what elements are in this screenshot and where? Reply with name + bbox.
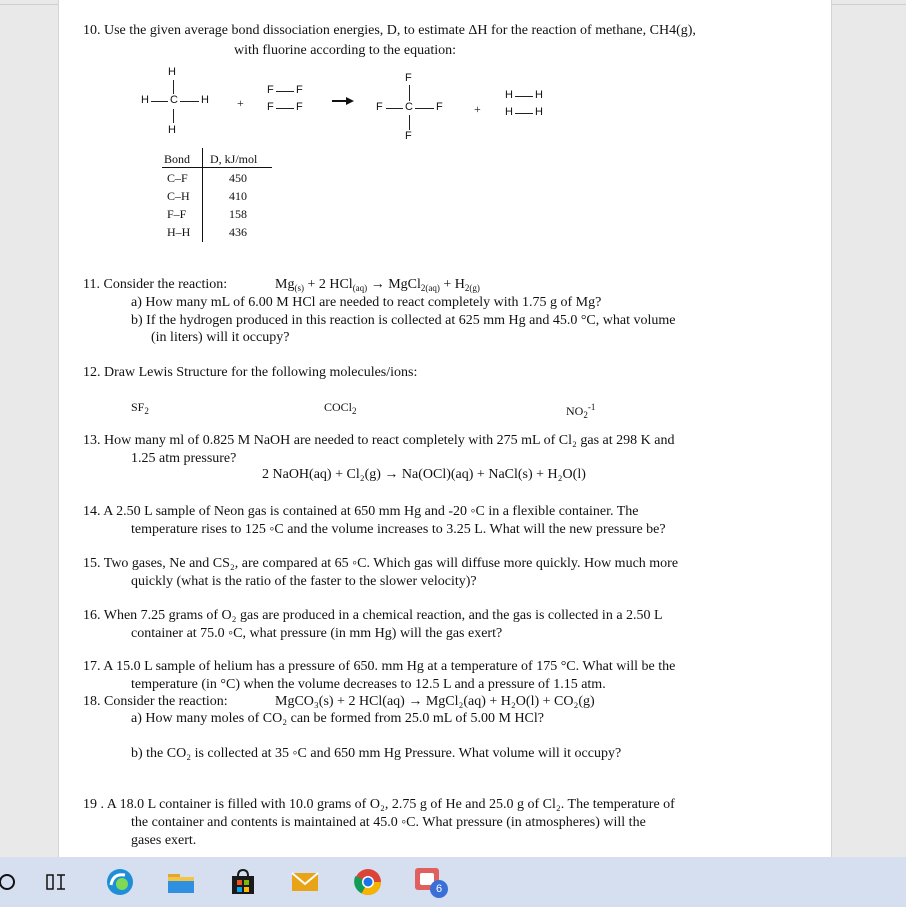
q15-line1: 15. Two gases, Ne and CS₂, are compared at 65 ◦C. Which gas will diffuse more quickly. How much more [83, 556, 679, 571]
notification-badge: 6 [430, 880, 448, 898]
q14-line2: temperature rises to 125 ◦C and the volume increases to 3.25 L. What will the new pressure be? [131, 522, 666, 537]
q16-line2: container at 75.0 ◦C, what pressure (in mm Hg) will the gas exert? [131, 626, 503, 641]
q19-line1: 19 . A 18.0 L container is filled with 10.0 grams of O₂, 2.75 g of He and 25.0 g of Cl₂. The temperature of [83, 797, 675, 812]
q12-cocl2: COCl$_2$ [324, 400, 357, 416]
q12-sf2: $SF_2$ [131, 400, 149, 416]
table-header-bond: Bond [164, 152, 191, 166]
q16-line1: 16. When 7.25 grams of O₂ gas are produced in a chemical reaction, and the gas is collected in a 2.50 L [83, 608, 663, 623]
q13-line1: 13. How many ml of 0.825 M NaOH are needed to react completely with 275 mL of Cl₂ gas at 298 K and [83, 433, 675, 448]
search-circle-icon[interactable] [0, 857, 30, 907]
q13-line2: 1.25 atm pressure? [131, 451, 237, 466]
table-header-d: D, kJ/mol [210, 152, 258, 166]
table-cell-d: 450 [229, 171, 247, 185]
q11-b1: b) If the hydrogen produced in this reaction is collected at 625 mm Hg and 45.0 °C, what volume [131, 313, 676, 328]
table-cell-d: 158 [229, 207, 247, 221]
q17-line2: temperature (in °C) when the volume decreases to 12.5 L and a pressure of 1.15 atm. [131, 677, 606, 692]
plus-sign-2: + [474, 102, 481, 116]
q11-prefix: 11. Consider the reaction: [83, 277, 228, 292]
document-page: 10. Use the given average bond dissociation energies, D, to estimate ΔH for the reaction of methane, CH4(g), with fluorine according to the equation: H H C H H + F F F F F F C F F + H H H H Bond D, kJ/mol C–F 450 C–H 410 F–F 158 H–H 436 11. Consider the reaction: $Mg_{(s)} + 2$ HCl$_{(aq)}$ → MgCl$_{2(aq)}$ + $H_{2(g)}$ a) How many mL of 6.00 M HCl are needed to react completely with 1.75 g of Mg? b) If the hydrogen produced in this reaction is collected at 625 mm Hg and 45.0 °C, what volume (in liters) will it occupy? 12. Draw Lewis Structure for the following molecules/ions: $SF_2$ COCl$_2$ $NO_2^{-1}$ 13. How many ml of 0.825 M NaOH are needed to react completely with 275 mL of Cl₂ gas at 298 K and 1.25 atm pressure? 2 NaOH(aq) + Cl₂(g) → Na(OCl)(aq) + NaCl(s) + H₂O(l) 14. A 2.50 L sample of Neon gas is contained at 650 mm Hg and -20 ◦C in a flexible container. The temperature rises to 125 ◦C and the volume increases to 3.25 L. What will the new pressure be? 15. Two gases, Ne and CS₂, are compared at 65 ◦C. Which gas will diffuse more quickly. How much more quickly (what is the ratio of the faster to the slower velocity)? 16. When 7.25 grams of O₂ gas are produced in a chemical reaction, and the gas is collected in a 2.50 L container at 75.0 ◦C, what pressure (in mm Hg) will the gas exert? 17. A 15.0 L sample of helium has a pressure of 650. mm Hg at a temperature of 175 °C. What will be the temperature (in °C) when the volume decreases to 12.5 L and a pressure of 1.15 atm. 18. Consider the reaction: MgCO₃(s) + 2 HCl(aq) → MgCl₂(aq) + H₂O(l) + CO₂(g) a) How many moles of CO₂ can be formed from 25.0 mL of 5.00 M HCl? b) the CO₂ is collected at 35 ◦C and 650 mm Hg Pressure. What volume will it occupy? 19 . A 18.0 L container is filled with 10.0 grams of O₂, 2.75 g of He and 25.0 g of Cl₂. The temperature of the container and contents is maintained at 45.0 ◦C. What pressure (in atmospheres) will the gases exert. [58, 0, 832, 857]
table-cell-bond: C–F [167, 171, 188, 185]
file-explorer-icon[interactable] [158, 857, 204, 907]
q10-line1: 10. Use the given average bond dissociation energies, D, to estimate ΔH for the reaction of methane, CH4(g), [83, 23, 696, 38]
q12-no2: $NO_2^{-1}$ [566, 402, 596, 420]
q11-equation: $Mg_{(s)} + 2$ HCl$_{(aq)}$ → MgCl$_{2(aq)}$ + $H_{2(g)}$ [275, 277, 480, 293]
q19-line2: the container and contents is maintained at 45.0 ◦C. What pressure (in atmospheres) will the [131, 815, 646, 830]
task-view-icon[interactable] [33, 857, 79, 907]
q18-equation: MgCO₃(s) + 2 HCl(aq) → MgCl₂(aq) + H₂O(l) + CO₂(g) [275, 694, 595, 709]
table-cell-bond: F–F [167, 207, 187, 221]
q11-a: a) How many mL of 6.00 M HCl are needed to react completely with 1.75 g of Mg? [131, 295, 602, 310]
notes-app-icon[interactable] [406, 857, 452, 907]
q11-b2: (in liters) will it occupy? [151, 330, 290, 345]
table-cell-d: 436 [229, 225, 247, 239]
q10-line2: with fluorine according to the equation: [234, 43, 456, 58]
taskbar [0, 857, 906, 907]
store-icon[interactable] [220, 857, 266, 907]
right-gutter [832, 0, 906, 857]
chrome-icon[interactable] [345, 857, 391, 907]
q13-equation: 2 NaOH(aq) + Cl₂(g) → Na(OCl)(aq) + NaCl(s) + H₂O(l) [262, 467, 586, 482]
q19-line3: gases exert. [131, 833, 197, 848]
reaction-arrow-icon [332, 97, 354, 105]
edge-browser-icon[interactable] [97, 857, 143, 907]
table-cell-bond: C–H [167, 189, 190, 203]
left-gutter [0, 0, 58, 857]
q17-line1: 17. A 15.0 L sample of helium has a pressure of 650. mm Hg at a temperature of 175 °C. What will be the [83, 659, 676, 674]
plus-sign: + [237, 96, 244, 110]
mail-icon[interactable] [282, 857, 328, 907]
q12-text: 12. Draw Lewis Structure for the following molecules/ions: [83, 365, 418, 380]
q18-a: a) How many moles of CO₂ can be formed from 25.0 mL of 5.00 M HCl? [131, 711, 544, 726]
table-cell-d: 410 [229, 189, 247, 203]
q18-prefix: 18. Consider the reaction: [83, 694, 228, 709]
table-cell-bond: H–H [167, 225, 191, 239]
q18-b: b) the CO₂ is collected at 35 ◦C and 650 mm Hg Pressure. What volume will it occupy? [131, 746, 622, 761]
q14-line1: 14. A 2.50 L sample of Neon gas is contained at 650 mm Hg and -20 ◦C in a flexible container. The [83, 504, 639, 519]
q15-line2: quickly (what is the ratio of the faster to the slower velocity)? [131, 574, 477, 589]
